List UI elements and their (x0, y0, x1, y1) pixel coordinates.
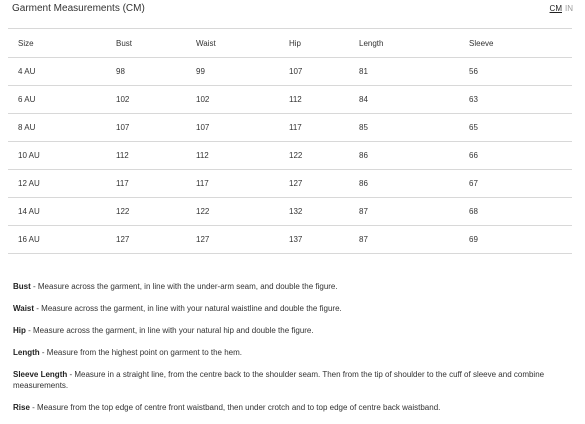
column-header-length: Length (349, 29, 459, 58)
note-sleeve-length (13, 369, 573, 391)
table-cell: 98 (106, 58, 186, 86)
table-cell: 12 AU (8, 170, 106, 198)
table-header-row (8, 29, 572, 58)
unit-cm-option[interactable]: CM (549, 4, 562, 13)
table-cell: 127 (186, 226, 279, 254)
note-bust (13, 281, 573, 292)
table-cell: 117 (186, 170, 279, 198)
table-cell: 107 (106, 114, 186, 142)
unit-toggle (550, 4, 573, 13)
table-cell: 56 (459, 58, 572, 86)
table-cell: 66 (459, 142, 572, 170)
table-cell: 102 (186, 86, 279, 114)
note-term: Length (13, 348, 40, 357)
table-cell: 132 (279, 198, 349, 226)
note-text: - Measure across the garment, in line with your natural hip and double the figure. (25, 326, 314, 335)
table-cell: 122 (186, 198, 279, 226)
note-term: Hip (13, 326, 26, 335)
note-text: - Measure from the top edge of centre front waistband, then under crotch and to top edge of centre back waistband. (29, 403, 441, 412)
table-row (8, 86, 572, 114)
table-cell: 107 (279, 58, 349, 86)
note-text: - Measure across the garment, in line with the under-arm seam, and double the figure. (30, 282, 338, 291)
table-cell: 127 (106, 226, 186, 254)
note-term: Waist (13, 304, 35, 313)
column-header-hip: Hip (279, 29, 349, 58)
table-cell: 122 (106, 198, 186, 226)
table-cell: 85 (349, 114, 459, 142)
note-hip (13, 325, 573, 336)
note-waist (13, 303, 573, 314)
table-cell: 117 (279, 114, 349, 142)
table-cell: 117 (106, 170, 186, 198)
table-cell: 63 (459, 86, 572, 114)
column-header-waist: Waist (186, 29, 279, 58)
table-cell: 10 AU (8, 142, 106, 170)
note-term: Bust (13, 282, 31, 291)
table-cell: 99 (186, 58, 279, 86)
table-cell: 68 (459, 198, 572, 226)
table-cell: 112 (106, 142, 186, 170)
table-cell: 122 (279, 142, 349, 170)
table-cell: 65 (459, 114, 572, 142)
table-cell: 16 AU (8, 226, 106, 254)
table-cell: 127 (279, 170, 349, 198)
table-cell: 112 (279, 86, 349, 114)
table-row (8, 226, 572, 254)
note-term: Rise (13, 403, 30, 412)
table-row (8, 170, 572, 198)
table-cell: 84 (349, 86, 459, 114)
table-row (8, 114, 572, 142)
table-cell: 87 (349, 226, 459, 254)
note-text: - Measure across the garment, in line with your natural waistline and double the figure. (34, 304, 342, 313)
page-title: Garment Measurements (CM) (12, 3, 145, 14)
table-cell: 4 AU (8, 58, 106, 86)
table-cell: 14 AU (8, 198, 106, 226)
column-header-bust: Bust (106, 29, 186, 58)
note-text: - Measure in a straight line, from the centre back to the shoulder seam. Then from the tip of shoulder to the cuff of sleeve and combine measurements. (13, 370, 545, 390)
unit-in-option[interactable]: IN (565, 4, 573, 13)
table-cell: 87 (349, 198, 459, 226)
table-row (8, 198, 572, 226)
note-text: - Measure from the highest point on garment to the hem. (39, 348, 242, 357)
table-cell: 137 (279, 226, 349, 254)
table-cell: 69 (459, 226, 572, 254)
note-term: Sleeve Length (13, 370, 68, 379)
column-header-sleeve: Sleeve (459, 29, 572, 58)
table-row (8, 142, 572, 170)
table-cell: 81 (349, 58, 459, 86)
table-cell: 107 (186, 114, 279, 142)
table-cell: 67 (459, 170, 572, 198)
measurements-table (8, 28, 572, 254)
column-header-size: Size (8, 29, 106, 58)
table-cell: 6 AU (8, 86, 106, 114)
table-cell: 86 (349, 142, 459, 170)
table-cell: 8 AU (8, 114, 106, 142)
table-cell: 112 (186, 142, 279, 170)
table-cell: 102 (106, 86, 186, 114)
note-length (13, 347, 573, 358)
table-row (8, 58, 572, 86)
measurement-notes (13, 281, 573, 424)
table-cell: 86 (349, 170, 459, 198)
